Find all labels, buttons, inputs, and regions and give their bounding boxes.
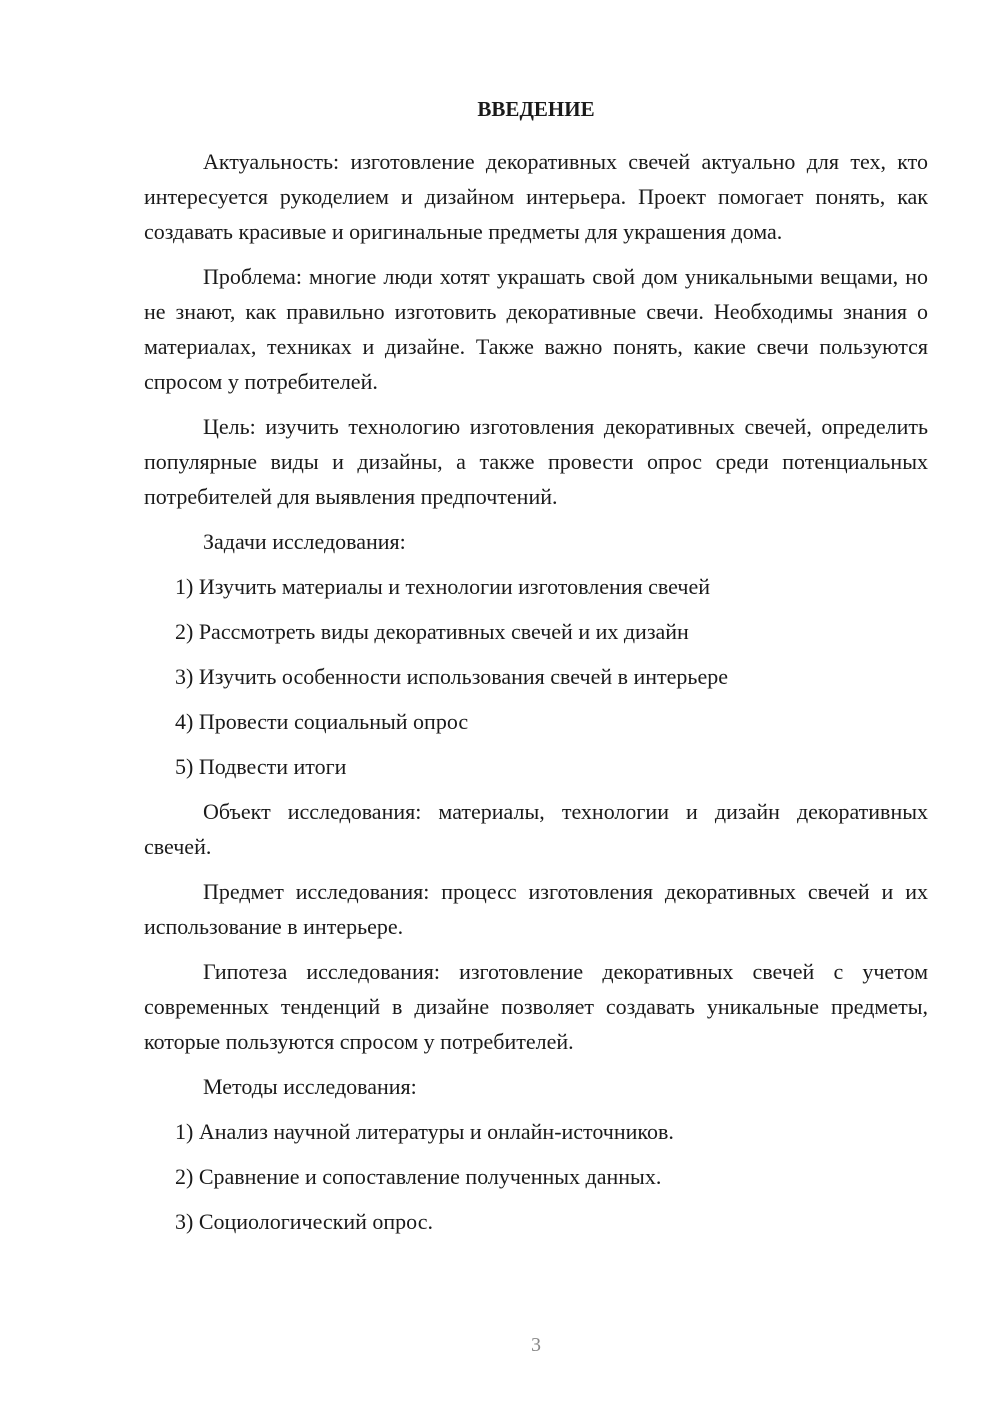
page-heading: ВВЕДЕНИЕ xyxy=(477,97,595,121)
object-paragraph: Объект исследования: материалы, технологии и дизайн декоративных свечей. xyxy=(144,799,928,859)
methods-title: Методы исследования: xyxy=(203,1074,417,1099)
method-item: 2) Сравнение и сопоставление полученных данных. xyxy=(175,1164,662,1189)
task-item: 5) Подвести итоги xyxy=(175,754,347,779)
hypothesis-paragraph: Гипотеза исследования: изготовление декоративных свечей с учетом современных тенденций в дизайне позволяет создавать уникальные предметы, которые пользуются спросом у потребителей. xyxy=(144,959,928,1054)
tasks-title: Задачи исследования: xyxy=(203,529,406,554)
tasks-list xyxy=(144,569,928,784)
goal-paragraph: Цель: изучить технологию изготовления декоративных свечей, определить популярные виды и дизайны, а также провести опрос среди потенциальных потребителей для выявления предпочтений. xyxy=(144,414,928,509)
task-item: 3) Изучить особенности использования свечей в интерьере xyxy=(175,664,728,689)
method-item: 3) Социологический опрос. xyxy=(175,1209,433,1234)
page-content xyxy=(144,92,928,1249)
method-item: 1) Анализ научной литературы и онлайн-источников. xyxy=(175,1119,674,1144)
problem-paragraph: Проблема: многие люди хотят украшать свой дом уникальными вещами, но не знают, как правильно изготовить декоративные свечи. Необходимы знания о материалах, техниках и дизайне. Также важно понять, какие свечи пользуются спросом у потребителей. xyxy=(144,264,928,394)
task-item: 2) Рассмотреть виды декоративных свечей и их дизайн xyxy=(175,619,689,644)
methods-list xyxy=(144,1114,928,1239)
task-item: 4) Провести социальный опрос xyxy=(175,709,469,734)
task-item: 1) Изучить материалы и технологии изготовления свечей xyxy=(175,574,710,599)
subject-paragraph: Предмет исследования: процесс изготовления декоративных свечей и их использование в интерьере. xyxy=(144,879,928,939)
page-number: 3 xyxy=(531,1334,541,1356)
relevance-paragraph: Актуальность: изготовление декоративных свечей актуально для тех, кто интересуется рукоделием и дизайном интерьера. Проект помогает понять, как создавать красивые и оригинальные предметы для украшения дома. xyxy=(144,149,928,244)
